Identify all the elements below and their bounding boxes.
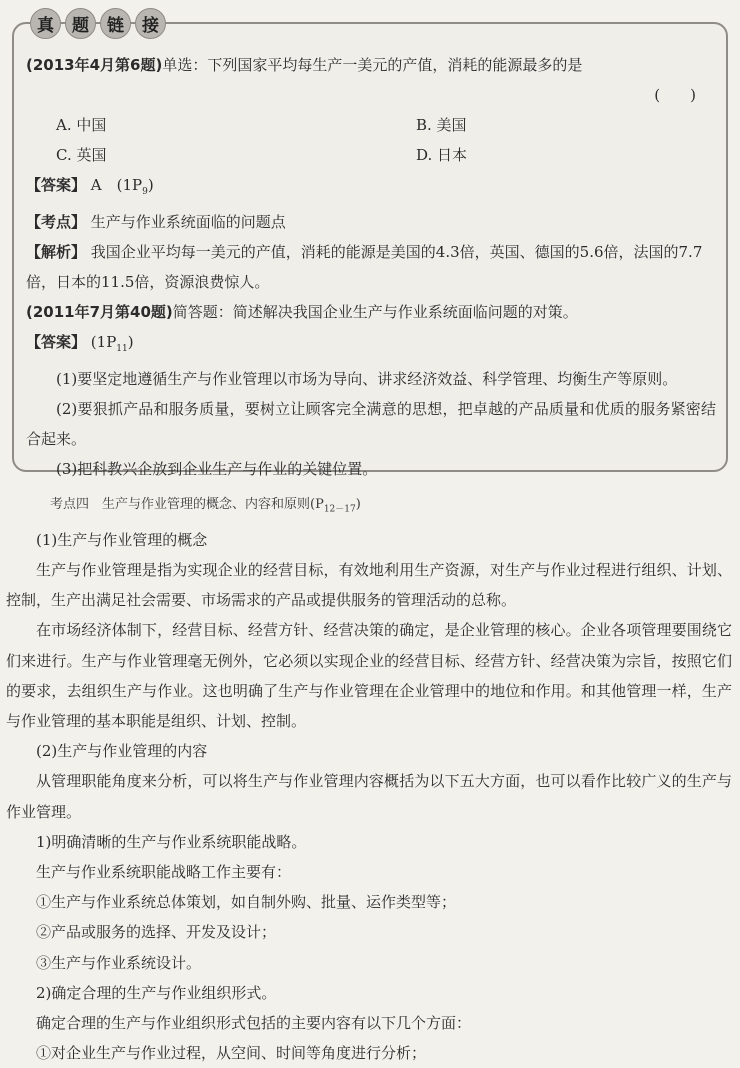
question-2-answer — [26, 327, 716, 364]
header-char: 题 — [65, 8, 96, 39]
answer-page-sub: 9 — [142, 187, 148, 197]
answer-point: (1)要坚定地遵循生产与作业管理以市场为导向、讲求经济效益、科学管理、均衡生产等原则。 — [56, 370, 678, 388]
analysis-label: 【解析】 — [26, 243, 87, 261]
exam-link-header — [30, 8, 166, 39]
header-char: 链 — [100, 8, 131, 39]
point-text: 生产与作业系统面临的问题点 — [90, 213, 286, 231]
question-1-answer — [26, 170, 716, 207]
option-c: C. 英国 — [56, 146, 107, 164]
answer-point: (2)要狠抓产品和服务质量，要树立让顾客完全满意的思想，把卓越的产品质量和优质的服务紧密结合起来。 — [26, 400, 716, 448]
options-grid — [26, 110, 716, 170]
list-item: 1)明确清晰的生产与作业系统职能战略。 — [36, 832, 307, 851]
main-content — [6, 490, 732, 1068]
question-1-point — [26, 207, 716, 237]
question-1 — [26, 50, 716, 80]
section-title: 考点四 生产与作业管理的概念、内容和原则(P — [50, 497, 324, 512]
question-1-tag: (2013年4月第6题) — [26, 56, 163, 74]
list-item: 2)确定合理的生产与作业组织形式。 — [36, 983, 277, 1002]
header-char: 真 — [30, 8, 61, 39]
option-a: A. 中国 — [56, 116, 107, 134]
paragraph: 在市场经济体制下，经营目标、经营方针、经营决策的确定，是企业管理的核心。企业各项管理要围绕它们来进行。生产与作业管理毫无例外，它必须以实现企业的经营目标、经营方针、经营决策为宗旨，按照它们的要求，去组织生产与作业。这也明确了生产与作业管理在企业管理中的地位和作用。和其他管理一样，生产与作业管理的基本职能是组织、计划、控制。 — [6, 621, 732, 731]
question-2-tag: (2011年7月第40题) — [26, 303, 173, 321]
question-2 — [26, 297, 716, 327]
answer-point: (3)把科教兴企放到企业生产与作业的关键位置。 — [56, 460, 378, 478]
list-intro: 生产与作业系统职能战略工作主要有： — [36, 863, 292, 882]
point-label: 【考点】 — [26, 213, 87, 231]
answer-label: 【答案】 — [26, 333, 87, 351]
sub-item: ①对企业生产与作业过程，从空间、时间等角度进行分析； — [36, 1044, 427, 1063]
paragraph: 生产与作业管理是指为实现企业的经营目标，有效地利用生产资源，对生产与作业过程进行组织、计划、控制，生产出满足社会需要、市场需求的产品或提供服务的管理活动的总称。 — [6, 561, 732, 610]
answer-close: ) — [147, 176, 154, 194]
answer-close: ) — [127, 333, 134, 351]
question-1-analysis — [26, 237, 716, 297]
header-char: 接 — [135, 8, 166, 39]
section-close: ) — [355, 497, 361, 512]
answer-text: A (1P — [90, 176, 143, 194]
option-b: B. 美国 — [416, 116, 467, 134]
paragraph: 从管理职能角度来分析，可以将生产与作业管理内容概括为以下五大方面，也可以看作比较广义的生产与作业管理。 — [6, 772, 732, 821]
answer-paren: ( ) — [654, 86, 696, 104]
option-d: D. 日本 — [416, 146, 468, 164]
section-heading — [6, 490, 732, 525]
sub-item: ②产品或服务的选择、开发及设计； — [36, 923, 277, 942]
subheading: (1)生产与作业管理的概念 — [36, 530, 208, 549]
section-page-sub: 12－17 — [323, 504, 356, 515]
answer-page-sub: 11 — [116, 344, 128, 354]
question-1-text: 单选：下列国家平均每生产一美元的产值，消耗的能源最多的是 — [162, 56, 583, 74]
sub-item: ③生产与作业系统设计。 — [36, 953, 202, 972]
list-intro: 确定合理的生产与作业组织形式包括的主要内容有以下几个方面： — [36, 1014, 472, 1033]
analysis-text: 我国企业平均每一美元的产值，消耗的能源是美国的4.3倍，英国、德国的5.6倍，法国的7.7倍，日本的11.5倍，资源浪费惊人。 — [26, 243, 703, 291]
question-2-text: 简答题：简述解决我国企业生产与作业系统面临问题的对策。 — [172, 303, 578, 321]
exam-questions — [26, 50, 716, 484]
sub-item: ①生产与作业系统总体策划，如自制外购、批量、运作类型等； — [36, 893, 457, 912]
answer-text: (1P — [90, 333, 117, 351]
answer-label: 【答案】 — [26, 176, 87, 194]
subheading: (2)生产与作业管理的内容 — [36, 742, 208, 761]
